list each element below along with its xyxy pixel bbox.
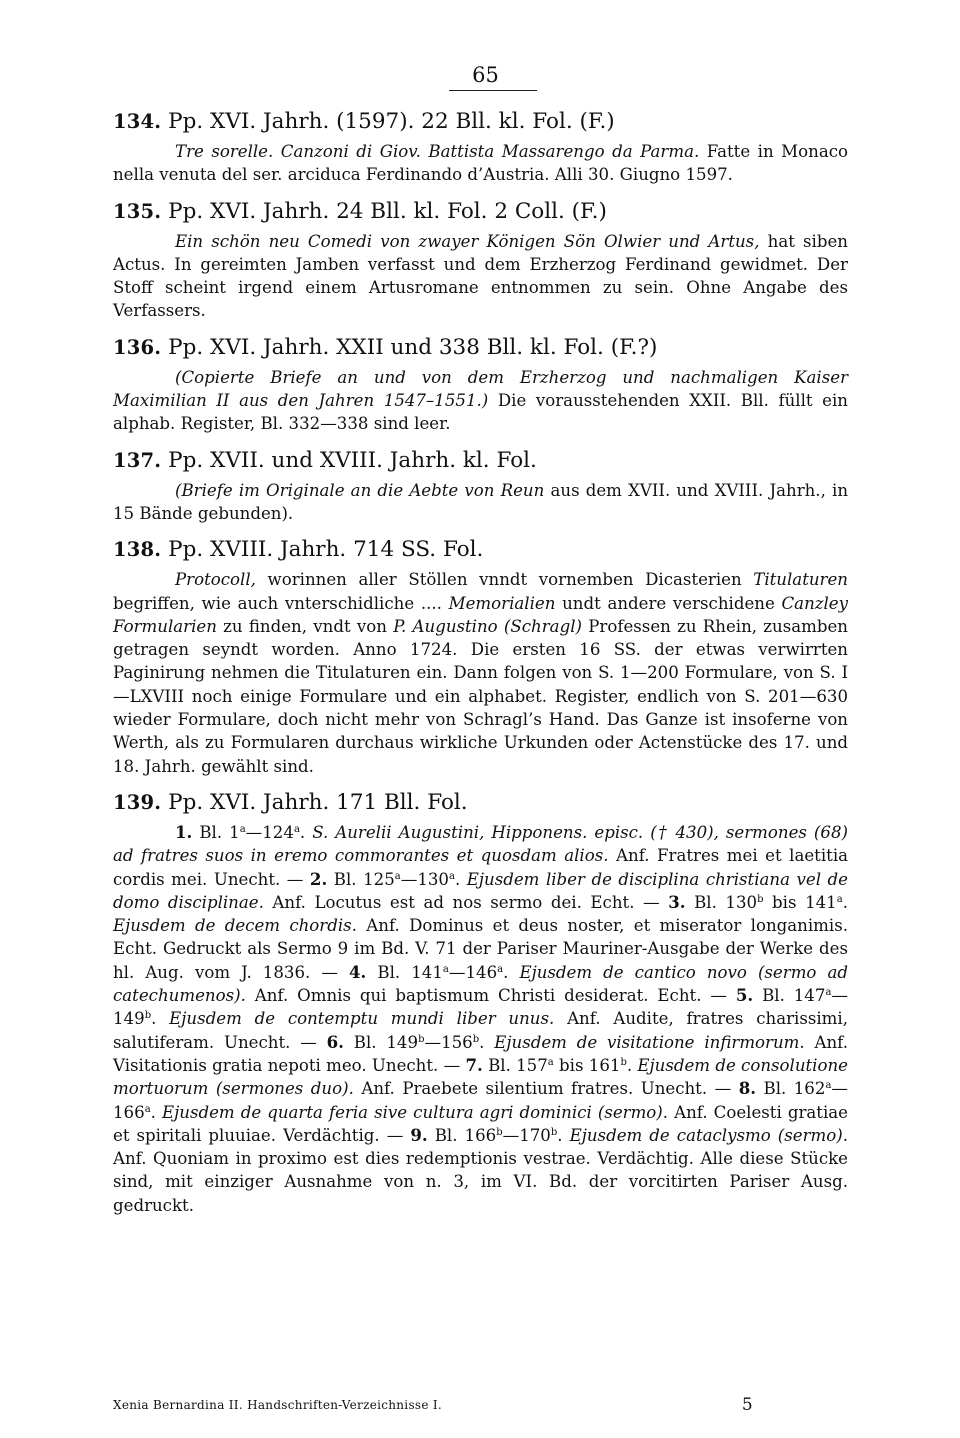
italic-run: Ejusdem liber de disciplina christiana vel de domo disciplinae. bbox=[113, 869, 848, 912]
italic-run: S. Aurelii Augustini, Hipponens. episc. († 430), sermones (68) ad fratres suos in eremo commorantes et quosdam alios. bbox=[113, 822, 848, 866]
item-number: 1. bbox=[175, 821, 193, 842]
entry-heading-text: Pp. XVI. Jahrh. (1597). 22 Bll. kl. Fol. (F.) bbox=[168, 109, 615, 134]
item-number: 8. bbox=[738, 1078, 757, 1099]
page-footer bbox=[113, 1395, 848, 1415]
item-number: 6. bbox=[326, 1031, 344, 1052]
entry-heading bbox=[113, 446, 848, 476]
text-run: Anf. Locutus est ad nos sermo dei. Echt. — bbox=[263, 892, 669, 912]
entry-note: Die vorausstehenden XXII. Bll. füllt ein alphab. Register, Bl. 332—338 sind leer. bbox=[113, 391, 848, 434]
superscript: b bbox=[472, 1033, 480, 1045]
entry-description bbox=[113, 230, 848, 323]
footer-series-title: Xenia Bernardina II. Handschriften-Verzeichnisse I. bbox=[113, 1398, 443, 1412]
italic-run: Ejusdem de cantico novo (sermo ad catechumenos). bbox=[113, 962, 848, 1006]
text-run: —146 bbox=[448, 962, 498, 982]
text-run: Anf. Visitationis gratia nepoti meo. Unecht. — bbox=[113, 1032, 848, 1075]
italic-run: Memorialien bbox=[448, 593, 556, 613]
text-run: zu finden, vndt von bbox=[216, 616, 394, 636]
page-number: 65 bbox=[472, 63, 499, 87]
item-number: 2. bbox=[309, 868, 328, 889]
entry-heading-text: Pp. XVII. und XVIII. Jahrh. kl. Fol. bbox=[168, 447, 537, 473]
page-number-rule bbox=[449, 90, 537, 91]
entry-number: 135. bbox=[113, 199, 162, 223]
superscript: a bbox=[547, 1056, 554, 1068]
item-number: 4. bbox=[349, 961, 367, 982]
superscript: b bbox=[418, 1033, 425, 1045]
italic-run: Ejusdem de quarta feria sive cultura agri dominici (sermo). bbox=[162, 1102, 669, 1122]
entry-title: Ein schön neu Comedi von zwayer Königen Sön Olwier und Artus, bbox=[175, 231, 760, 251]
text-run: worinnen aller Stöllen vnndt vornemben Dicasterien bbox=[255, 570, 754, 590]
entry-heading bbox=[113, 535, 848, 565]
text-run: —149 bbox=[113, 986, 848, 1029]
item-number: 9. bbox=[410, 1124, 428, 1145]
text-run: Anf. Dominus et deus noster, et miserator longanimis. Echt. Gedruckt als Sermo 9 im Bd. V. 71 der Pariser Mauriner-Ausgabe der Werke des hl. Aug. vom J. 1836. — bbox=[113, 916, 848, 982]
text-run: . bbox=[299, 822, 313, 842]
italic-run: Canzley Formularien bbox=[113, 593, 849, 636]
catalog-entry-139 bbox=[113, 788, 848, 1217]
entry-note: hat siben Actus. In gereimten Jamben verfasst und dem Erzherzog Ferdinand gewidmet. Der Stoff scheint irgend einem Artusromane entnommen zu sein. Ohne Angabe des Verfassers. bbox=[113, 231, 848, 321]
entry-heading-text: Pp. XVI. Jahrh. XXII und 338 Bll. kl. Fol. (F.?) bbox=[168, 334, 658, 360]
superscript: b bbox=[496, 1126, 503, 1138]
text-run: . bbox=[454, 869, 467, 889]
text-run: undt andere verschidene bbox=[555, 593, 782, 613]
superscript: a bbox=[825, 1080, 832, 1092]
entry-heading-text: Pp. XVIII. Jahrh. 714 SS. Fol. bbox=[168, 537, 484, 563]
italic-run: Ejusdem de decem chordis. bbox=[113, 916, 357, 936]
superscript: a bbox=[293, 823, 300, 835]
entry-note: Fatte in Monaco nella venuta del ser. arciduca Ferdinando d’Austria. Alli 30. Giugno 1597. bbox=[113, 142, 848, 185]
text-run: bis 141 bbox=[763, 892, 837, 912]
item-number: 3. bbox=[668, 891, 686, 912]
entry-heading bbox=[113, 788, 848, 818]
superscript: a bbox=[394, 870, 401, 882]
entry-number: 137. bbox=[113, 448, 162, 472]
entry-heading-text: Pp. XVI. Jahrh. 24 Bll. kl. Fol. 2 Coll. (F.) bbox=[168, 198, 607, 224]
superscript: a bbox=[239, 823, 246, 835]
entry-description bbox=[113, 366, 848, 436]
text-run: Anf. Audite, fratres charissimi, salutiferam. Unecht. — bbox=[113, 1009, 848, 1052]
superscript: b bbox=[144, 1010, 152, 1022]
italic-run: Ejusdem de consolutione mortuorum (sermones duo). bbox=[113, 1055, 848, 1099]
item-number: 5. bbox=[735, 985, 754, 1006]
text-run: Professen zu Rhein, zusamben getragen seyndt worden. Anno 1724. Die ersten 16 SS. der etwas verwirrten Paginirung nehmen die Titulaturen ein. Dann folgen von S. 1—200 Formulare, von S. I—LXVIII noch einige Formulare und ein alphabet. Register, endlich von S. 201—630 wieder Formulare, doch nicht mehr von Schragl’s Hand. Das Ganze ist insoferne von Werth, als zu Formularen durchaus wirkliche Urkunden oder Actenstücke des 17. und 18. Jahrh. gewählt sind. bbox=[113, 616, 848, 776]
entry-heading-text: Pp. XVI. Jahrh. 171 Bll. Fol. bbox=[168, 789, 468, 815]
text-run: Anf. Omnis qui baptismum Christi desiderat. Echt. — bbox=[245, 986, 736, 1006]
italic-run: P. Augustino (Schragl) bbox=[393, 616, 582, 636]
superscript: a bbox=[442, 963, 449, 975]
entry-description bbox=[113, 479, 848, 526]
text-run: Bl. 157 bbox=[482, 1055, 548, 1075]
text-run: begriffen, wie auch vnterschidliche .... bbox=[113, 593, 449, 613]
text-run: . bbox=[503, 962, 520, 982]
text-run: Bl. 149 bbox=[343, 1032, 419, 1052]
superscript: b bbox=[757, 893, 764, 905]
text-run: . bbox=[151, 1009, 170, 1029]
italic-run: Ejusdem de visitatione infirmorum. bbox=[494, 1032, 805, 1052]
text-run: Bl. 147 bbox=[753, 986, 826, 1006]
text-run: Bl. 162 bbox=[756, 1079, 826, 1099]
superscript: a bbox=[144, 1103, 151, 1115]
superscript: a bbox=[825, 987, 832, 999]
entry-note: aus dem XVII. und XVIII. Jahrh., in 15 Bände gebunden). bbox=[113, 480, 849, 523]
superscript: b bbox=[550, 1126, 558, 1138]
text-run: —130 bbox=[400, 869, 449, 889]
entry-title: (Copierte Briefe an und von dem Erzherzog und nachmaligen Kaiser Maximilian II aus den Jahren 1547–1551.) bbox=[113, 367, 848, 411]
entry-number: 139. bbox=[113, 790, 162, 814]
text-run: bis 161 bbox=[553, 1055, 621, 1075]
text-run: Bl. 125 bbox=[327, 869, 395, 889]
text-run: Anf. Quoniam in proximo est dies redemptionis vestrae. Verdächtig. Alle diese Stücke sind, mit einziger Ausnahme von n. 3, im VI. Bd. der vorcitirten Pariser Ausg. gedruckt. bbox=[113, 1149, 848, 1215]
entry-number: 134. bbox=[113, 110, 162, 133]
text-run: . bbox=[557, 1125, 570, 1145]
catalog-entry-134 bbox=[113, 107, 848, 187]
entry-title: Protocoll, bbox=[175, 570, 256, 590]
catalog-entry-138 bbox=[113, 535, 848, 778]
entry-description bbox=[113, 821, 848, 1217]
entry-number: 138. bbox=[113, 538, 162, 562]
page-content bbox=[113, 62, 848, 1217]
entry-heading bbox=[113, 107, 848, 137]
text-run: . bbox=[842, 892, 848, 912]
italic-run: Ejusdem de contemptu mundi liber unus. bbox=[169, 1009, 555, 1029]
italic-run: Titulaturen bbox=[753, 570, 848, 590]
superscript: b bbox=[620, 1056, 627, 1068]
text-run: Bl. 166 bbox=[427, 1125, 497, 1145]
footer-signature-mark: 5 bbox=[741, 1395, 753, 1415]
text-run: Bl. 1 bbox=[192, 822, 240, 842]
text-run: —166 bbox=[113, 1079, 848, 1122]
entry-number: 136. bbox=[113, 335, 162, 359]
entry-heading bbox=[113, 333, 848, 363]
text-run: —124 bbox=[245, 822, 294, 842]
superscript: a bbox=[836, 893, 843, 905]
entry-title: Tre sorelle. Canzoni di Giov. Battista Massarengo da Parma. bbox=[175, 142, 700, 161]
text-run: . bbox=[150, 1102, 162, 1122]
catalog-entry-135 bbox=[113, 197, 848, 323]
text-run: —170 bbox=[502, 1125, 551, 1145]
entry-heading bbox=[113, 197, 848, 227]
text-run: . bbox=[626, 1055, 638, 1075]
catalog-entry-137 bbox=[113, 446, 848, 526]
text-run: Anf. Coelesti gratiae et spiritali pluuiae. Verdächtig. — bbox=[113, 1102, 848, 1145]
text-run: Bl. 130 bbox=[685, 892, 758, 912]
superscript: a bbox=[497, 963, 504, 975]
entry-description bbox=[113, 140, 848, 187]
text-run: Bl. 141 bbox=[366, 962, 443, 982]
text-run: Anf. Fratres mei et laetitia cordis mei. Unecht. — bbox=[113, 846, 849, 889]
item-number: 7. bbox=[465, 1054, 483, 1075]
italic-run: Ejusdem de cataclysmo (sermo). bbox=[569, 1125, 848, 1145]
text-run: Anf. Praebete silentium fratres. Unecht. — bbox=[353, 1079, 739, 1099]
text-run: . bbox=[479, 1032, 495, 1052]
entry-description bbox=[113, 568, 848, 778]
superscript: a bbox=[449, 870, 455, 882]
catalog-entry-136 bbox=[113, 333, 848, 436]
text-run: —156 bbox=[424, 1032, 473, 1052]
entry-title: (Briefe im Originale an die Aebte von Reun bbox=[175, 480, 545, 500]
